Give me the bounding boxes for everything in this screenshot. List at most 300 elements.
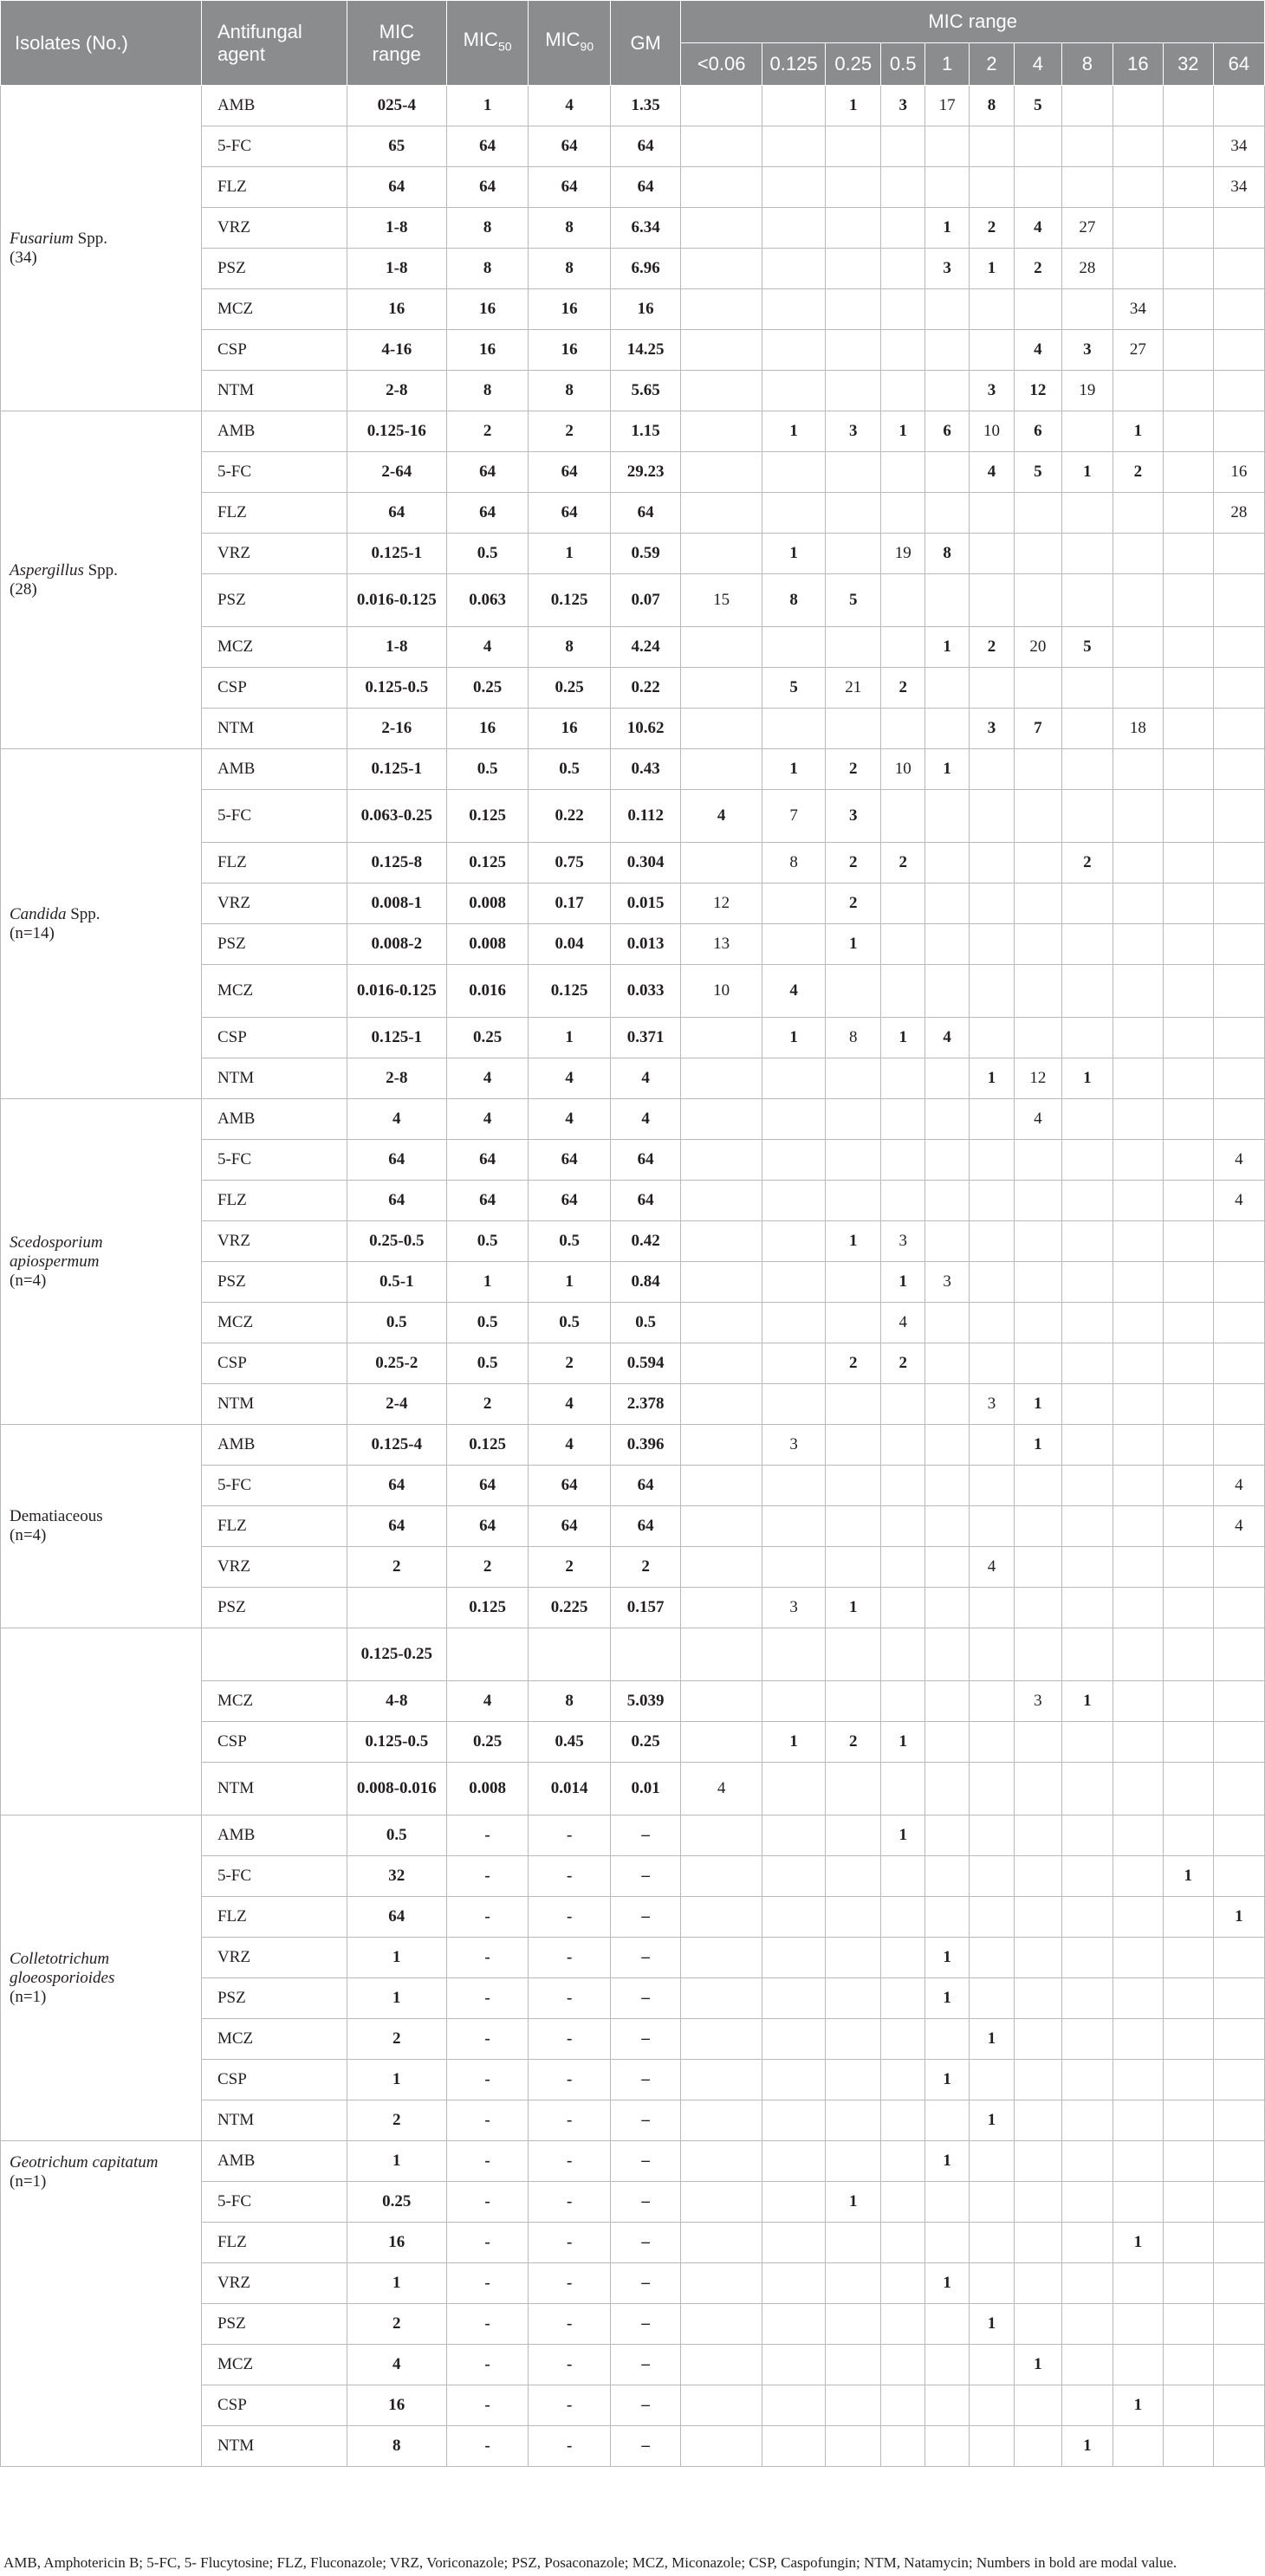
count-cell: [1213, 1588, 1264, 1628]
mic50-subscript: 50: [497, 39, 512, 54]
count-cell: [1113, 1058, 1163, 1099]
count-cell: [1061, 924, 1113, 965]
count-cell: [1113, 1099, 1163, 1140]
count-cell: [1213, 1978, 1264, 2019]
count-cell: [925, 1343, 970, 1384]
mic50-cell: -: [446, 2182, 529, 2223]
count-cell: [762, 249, 825, 289]
count-cell: 4: [681, 790, 762, 843]
range-cell: 2: [347, 2304, 446, 2345]
count-cell: [1061, 2141, 1113, 2182]
range-cell: 64: [347, 493, 446, 534]
count-cell: [925, 1722, 970, 1763]
count-cell: [1163, 1506, 1213, 1547]
count-cell: [1113, 1681, 1163, 1722]
count-cell: [925, 289, 970, 330]
mic50-cell: 0.25: [446, 1018, 529, 1058]
range-cell: 0.125-0.5: [347, 1722, 446, 1763]
count-cell: [1014, 790, 1061, 843]
gm-cell: 64: [610, 1140, 680, 1181]
count-cell: [881, 2182, 925, 2223]
count-cell: [1113, 1262, 1163, 1303]
count-cell: [1113, 1343, 1163, 1384]
count-cell: [1213, 2141, 1264, 2182]
mic50-cell: [446, 1628, 529, 1681]
count-cell: [1014, 1628, 1061, 1681]
count-cell: [925, 1425, 970, 1466]
count-cell: [1213, 2019, 1264, 2060]
isolate-name: Spp.: [73, 229, 107, 248]
mic90-cell: 0.5: [529, 749, 611, 790]
count-cell: [1113, 208, 1163, 249]
mic50-cell: 0.008: [446, 1763, 529, 1815]
agent-cell: PSZ: [201, 574, 347, 627]
count-cell: [1163, 2223, 1213, 2263]
count-cell: [762, 627, 825, 668]
count-cell: [1014, 2426, 1061, 2467]
count-cell: [970, 1181, 1015, 1221]
count-cell: [1061, 1099, 1113, 1140]
count-cell: [970, 1140, 1015, 1181]
mic90-cell: [529, 1628, 611, 1681]
mic90-cell: -: [529, 2223, 611, 2263]
agent-cell: FLZ: [201, 1897, 347, 1938]
isolate-name-italic: Candida: [10, 904, 67, 923]
gm-cell: 6.34: [610, 208, 680, 249]
gm-cell: 4.24: [610, 627, 680, 668]
count-cell: [762, 452, 825, 493]
range-cell: 2-16: [347, 709, 446, 749]
gm-cell: 6.96: [610, 249, 680, 289]
count-cell: [881, 883, 925, 924]
count-cell: [1061, 1815, 1113, 1856]
count-cell: [1163, 2304, 1213, 2345]
count-cell: [762, 1763, 825, 1815]
count-cell: [1014, 1466, 1061, 1506]
count-cell: [881, 1058, 925, 1099]
table-footnote: AMB, Amphotericin B; 5-FC, 5- Flucytosine; FLZ, Fluconazole; VRZ, Voriconazole; PSZ, Posaconazole; MCZ, Miconazole; CSP, Caspofungin; NTM, Natamycin; Numbers in bold are modal value.: [3, 2554, 1177, 2571]
count-cell: [970, 2426, 1015, 2467]
count-cell: [1113, 2345, 1163, 2385]
gm-cell: –: [610, 2141, 680, 2182]
count-cell: [1163, 330, 1213, 371]
isolate-name: Spp.: [83, 560, 118, 579]
mic50-cell: 8: [446, 249, 529, 289]
gm-cell: 64: [610, 167, 680, 208]
count-cell: [1113, 2060, 1163, 2100]
count-cell: [1014, 2141, 1061, 2182]
count-cell: [1061, 2100, 1113, 2141]
count-cell: [1163, 2345, 1213, 2385]
count-cell: [1061, 883, 1113, 924]
agent-cell: 5-FC: [201, 1140, 347, 1181]
count-cell: [1163, 2385, 1213, 2426]
count-cell: [970, 883, 1015, 924]
count-cell: [1061, 2263, 1113, 2304]
count-cell: [1163, 1343, 1213, 1384]
count-cell: 1: [881, 1815, 925, 1856]
count-cell: [1014, 1938, 1061, 1978]
gm-cell: –: [610, 2060, 680, 2100]
mic90-cell: 0.125: [529, 965, 611, 1018]
count-cell: [881, 2019, 925, 2060]
count-cell: [1213, 411, 1264, 452]
count-cell: [1113, 965, 1163, 1018]
count-cell: [1163, 668, 1213, 709]
count-cell: 1: [1113, 411, 1163, 452]
range-cell: 0.125-0.25: [347, 1628, 446, 1681]
mic90-cell: 0.225: [529, 1588, 611, 1628]
count-cell: 2: [881, 668, 925, 709]
count-cell: [681, 2141, 762, 2182]
count-cell: [1213, 2345, 1264, 2385]
count-cell: 1: [1113, 2385, 1163, 2426]
count-cell: [881, 2141, 925, 2182]
count-cell: [826, 167, 881, 208]
count-cell: [1061, 709, 1113, 749]
count-cell: [1014, 534, 1061, 574]
count-cell: [881, 2304, 925, 2345]
mic50-cell: 16: [446, 330, 529, 371]
mic50-cell: -: [446, 2345, 529, 2385]
gm-cell: 0.5: [610, 1303, 680, 1343]
gm-cell: –: [610, 2100, 680, 2141]
count-cell: [826, 126, 881, 167]
mic50-cell: 64: [446, 452, 529, 493]
count-cell: 1: [925, 627, 970, 668]
count-cell: 12: [1014, 371, 1061, 411]
count-cell: [1014, 749, 1061, 790]
count-cell: [881, 2345, 925, 2385]
range-cell: 16: [347, 2223, 446, 2263]
gm-cell: 0.42: [610, 1221, 680, 1262]
isolate-name-italic: Aspergillus: [10, 560, 84, 579]
count-cell: 3: [970, 1384, 1015, 1425]
range-cell: 4-8: [347, 1681, 446, 1722]
mic90-cell: 0.125: [529, 574, 611, 627]
mic50-cell: 0.125: [446, 843, 529, 883]
gm-cell: 5.65: [610, 371, 680, 411]
count-cell: [762, 1262, 825, 1303]
count-cell: 3: [1014, 1681, 1061, 1722]
count-cell: 1: [1213, 1897, 1264, 1938]
count-cell: [1061, 668, 1113, 709]
count-cell: [826, 2141, 881, 2182]
col-header-conc: 32: [1163, 43, 1213, 86]
count-cell: 18: [1113, 709, 1163, 749]
count-cell: 4: [1213, 1466, 1264, 1506]
count-cell: [1014, 1763, 1061, 1815]
count-cell: [970, 1681, 1015, 1722]
count-cell: 1: [762, 534, 825, 574]
count-cell: [762, 2304, 825, 2345]
mic50-cell: -: [446, 1978, 529, 2019]
count-cell: [1014, 167, 1061, 208]
count-cell: [970, 1262, 1015, 1303]
count-cell: [826, 1547, 881, 1588]
count-cell: [1213, 574, 1264, 627]
col-header-mic50: [446, 1, 529, 86]
count-cell: [881, 627, 925, 668]
count-cell: [925, 883, 970, 924]
count-cell: [762, 1058, 825, 1099]
gm-cell: 2: [610, 1547, 680, 1588]
count-cell: [762, 883, 825, 924]
count-cell: [762, 86, 825, 126]
agent-cell: FLZ: [201, 1506, 347, 1547]
count-cell: [1061, 2304, 1113, 2345]
count-cell: [1061, 965, 1113, 1018]
count-cell: [1163, 2182, 1213, 2223]
count-cell: [1213, 2223, 1264, 2263]
count-cell: [1014, 2304, 1061, 2345]
mic90-cell: 2: [529, 411, 611, 452]
mic50-cell: -: [446, 2263, 529, 2304]
count-cell: [762, 493, 825, 534]
gm-cell: –: [610, 1938, 680, 1978]
count-cell: [762, 1938, 825, 1978]
count-cell: [1163, 1018, 1213, 1058]
count-cell: [826, 2019, 881, 2060]
count-cell: [1113, 1466, 1163, 1506]
count-cell: 4: [1213, 1506, 1264, 1547]
mic50-cell: 64: [446, 1466, 529, 1506]
table-header: [1, 1, 1265, 86]
count-cell: [970, 2263, 1015, 2304]
count-cell: [925, 1058, 970, 1099]
count-cell: [826, 208, 881, 249]
mic90-cell: 4: [529, 1384, 611, 1425]
count-cell: [826, 289, 881, 330]
count-cell: [681, 1343, 762, 1384]
count-cell: 6: [925, 411, 970, 452]
count-cell: [925, 668, 970, 709]
mic90-cell: 2: [529, 1547, 611, 1588]
isolate-count: (n=14): [10, 923, 55, 942]
count-cell: 27: [1061, 208, 1113, 249]
count-cell: [1163, 965, 1213, 1018]
count-cell: [1061, 574, 1113, 627]
count-cell: [1061, 2345, 1113, 2385]
count-cell: [1014, 289, 1061, 330]
agent-cell: CSP: [201, 2385, 347, 2426]
mic90-cell: 0.5: [529, 1221, 611, 1262]
count-cell: [881, 790, 925, 843]
mic90-subscript: 90: [580, 39, 594, 54]
range-cell: 2: [347, 2019, 446, 2060]
count-cell: [1014, 1018, 1061, 1058]
count-cell: [1061, 2019, 1113, 2060]
gm-cell: 0.304: [610, 843, 680, 883]
count-cell: [681, 371, 762, 411]
range-cell: 0.125-1: [347, 1018, 446, 1058]
count-cell: [1163, 883, 1213, 924]
count-cell: [681, 1099, 762, 1140]
count-cell: 3: [881, 86, 925, 126]
gm-cell: 0.07: [610, 574, 680, 627]
count-cell: [1061, 411, 1113, 452]
count-cell: [681, 1425, 762, 1466]
count-cell: [1163, 2019, 1213, 2060]
agent-cell: VRZ: [201, 1547, 347, 1588]
count-cell: 1: [762, 1018, 825, 1058]
agent-cell: NTM: [201, 2100, 347, 2141]
count-cell: [826, 1681, 881, 1722]
count-cell: [681, 1221, 762, 1262]
count-cell: [925, 2304, 970, 2345]
count-cell: [1213, 790, 1264, 843]
gm-cell: 0.396: [610, 1425, 680, 1466]
mic90-cell: -: [529, 2182, 611, 2223]
count-cell: [1163, 2426, 1213, 2467]
mic90-cell: 0.17: [529, 883, 611, 924]
count-cell: [762, 1681, 825, 1722]
mic90-cell: 0.5: [529, 1303, 611, 1343]
count-cell: [762, 2182, 825, 2223]
count-cell: [681, 452, 762, 493]
count-cell: [1014, 1140, 1061, 1181]
count-cell: [762, 2019, 825, 2060]
count-cell: [1213, 534, 1264, 574]
count-cell: [826, 1099, 881, 1140]
count-cell: 10: [881, 749, 925, 790]
gm-cell: 0.033: [610, 965, 680, 1018]
gm-cell: –: [610, 1815, 680, 1856]
count-cell: 3: [762, 1588, 825, 1628]
count-cell: 21: [826, 668, 881, 709]
count-cell: [1113, 1628, 1163, 1681]
count-cell: [681, 843, 762, 883]
count-cell: [881, 1897, 925, 1938]
count-cell: [826, 330, 881, 371]
count-cell: 1: [826, 86, 881, 126]
count-cell: [681, 86, 762, 126]
count-cell: [1113, 2141, 1163, 2182]
count-cell: [1163, 208, 1213, 249]
count-cell: [826, 1140, 881, 1181]
gm-cell: 1.15: [610, 411, 680, 452]
count-cell: [681, 330, 762, 371]
range-cell: 8: [347, 2426, 446, 2467]
count-cell: 34: [1213, 126, 1264, 167]
count-cell: [970, 330, 1015, 371]
isolate-cell: [1, 1628, 202, 1815]
count-cell: [1163, 411, 1213, 452]
count-cell: 2: [970, 208, 1015, 249]
count-cell: [826, 534, 881, 574]
count-cell: 2: [826, 749, 881, 790]
count-cell: [1213, 965, 1264, 1018]
mic90-cell: -: [529, 1938, 611, 1978]
range-cell: 64: [347, 1506, 446, 1547]
count-cell: [970, 534, 1015, 574]
count-cell: [1113, 627, 1163, 668]
count-cell: 8: [826, 1018, 881, 1058]
count-cell: [970, 2223, 1015, 2263]
range-cell: 0.5-1: [347, 1262, 446, 1303]
count-cell: [681, 1018, 762, 1058]
count-cell: [762, 1099, 825, 1140]
count-cell: [1163, 1181, 1213, 1221]
count-cell: 1: [826, 924, 881, 965]
count-cell: 1: [970, 2304, 1015, 2345]
count-cell: [1061, 1628, 1113, 1681]
range-cell: 2-8: [347, 1058, 446, 1099]
mic50-cell: 64: [446, 167, 529, 208]
count-cell: 3: [1061, 330, 1113, 371]
count-cell: [826, 1384, 881, 1425]
count-cell: 5: [1061, 627, 1113, 668]
table-row: [1, 1099, 1265, 1140]
agent-cell: MCZ: [201, 2019, 347, 2060]
range-cell: 0.125-0.5: [347, 668, 446, 709]
col-header-conc: 64: [1213, 43, 1264, 86]
range-cell: 0.008-0.016: [347, 1763, 446, 1815]
count-cell: [970, 1221, 1015, 1262]
mic50-cell: -: [446, 2141, 529, 2182]
count-cell: [1061, 1018, 1113, 1058]
count-cell: [1163, 843, 1213, 883]
count-cell: [925, 126, 970, 167]
count-cell: [1163, 1303, 1213, 1343]
isolate-cell: [1, 1425, 202, 1628]
count-cell: [881, 1425, 925, 1466]
mic90-cell: 1: [529, 1262, 611, 1303]
count-cell: [1213, 2304, 1264, 2345]
count-cell: [1213, 1763, 1264, 1815]
agent-cell: PSZ: [201, 924, 347, 965]
count-cell: [1014, 883, 1061, 924]
mic50-cell: -: [446, 1897, 529, 1938]
count-cell: [1061, 1978, 1113, 2019]
count-cell: [681, 2263, 762, 2304]
isolate-cell: [1, 1099, 202, 1425]
mic90-cell: 8: [529, 249, 611, 289]
gm-cell: 0.371: [610, 1018, 680, 1058]
count-cell: [1113, 1384, 1163, 1425]
isolate-count: (34): [10, 248, 37, 267]
count-cell: [925, 2426, 970, 2467]
count-cell: [881, 452, 925, 493]
col-header-conc: 0.125: [762, 43, 825, 86]
count-cell: [925, 1221, 970, 1262]
gm-cell: 0.157: [610, 1588, 680, 1628]
count-cell: [1061, 1763, 1113, 1815]
count-cell: [970, 749, 1015, 790]
col-header-agent: Antifungal agent: [201, 1, 347, 86]
count-cell: [681, 1978, 762, 2019]
count-cell: [1213, 1938, 1264, 1978]
count-cell: [681, 289, 762, 330]
count-cell: 1: [762, 411, 825, 452]
col-header-mic90: [529, 1, 611, 86]
mic90-cell: 64: [529, 167, 611, 208]
count-cell: [925, 1681, 970, 1722]
count-cell: [881, 1938, 925, 1978]
count-cell: [762, 2100, 825, 2141]
count-cell: 1: [970, 249, 1015, 289]
mic50-cell: -: [446, 1938, 529, 1978]
count-cell: [1163, 86, 1213, 126]
count-cell: [1163, 1897, 1213, 1938]
range-cell: 1: [347, 2060, 446, 2100]
count-cell: 1: [970, 2100, 1015, 2141]
count-cell: [762, 208, 825, 249]
agent-cell: CSP: [201, 668, 347, 709]
agent-cell: AMB: [201, 86, 347, 126]
count-cell: [762, 2223, 825, 2263]
count-cell: [1113, 1978, 1163, 2019]
